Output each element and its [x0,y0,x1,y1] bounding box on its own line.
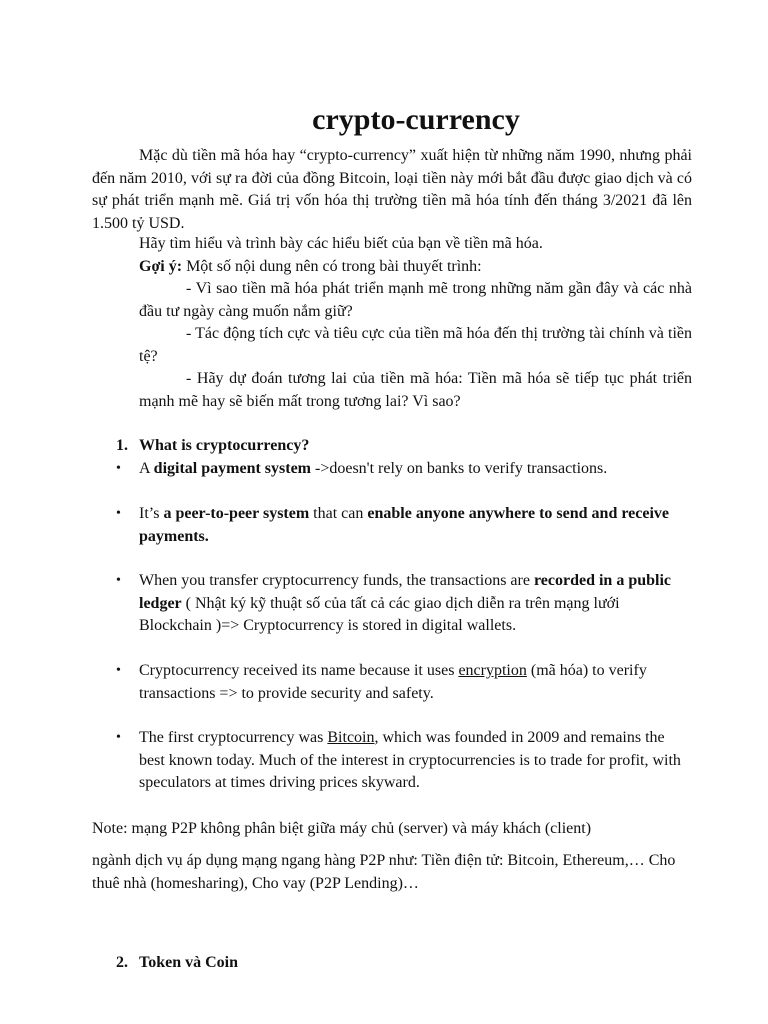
bullet-item-5: The first cryptocurrency was Bitcoin, which was founded in 2009 and remains the best known today. Much of the interest in cryptocurrencies is to trade for profit, with speculators at times driving prices skyward. [139,729,681,791]
hint-label: Gợi ý: [139,258,183,275]
bullet-item-1: A digital payment system ->doesn't rely on banks to verify transactions. [139,460,608,477]
bullet-item-4: Cryptocurrency received its name because it uses encryption (mã hóa) to verify transactions => to provide security and safety. [139,662,647,702]
hint-item-3: - Hãy dự đoán tương lai của tiền mã hóa: Tiền mã hóa sẽ tiếp tục phát triển mạnh mẽ hay sẽ biến mất trong tương lai? Vì sao? [139,370,692,410]
document-title: crypto-currency [312,103,520,136]
bullet-icon: • [116,663,121,678]
section-1-heading: What is cryptocurrency? [139,437,310,454]
bullet-icon: • [116,730,121,745]
section-2-number: 2. [116,954,128,971]
note-line-2: ngành dịch vụ áp dụng mạng ngang hàng P2P như: Tiền điện tử: Bitcoin, Ethereum,… Cho thuê nhà (homesharing), Cho vay (P2P Lending)… [92,852,676,892]
section-1-number: 1. [116,437,128,454]
bullet-icon: • [116,573,121,588]
section-2-heading: Token và Coin [139,954,238,971]
bullet-item-2: It’s a peer-to-peer system that can enable anyone anywhere to send and receive payments. [139,505,669,545]
bullet-icon: • [116,506,121,521]
intro-paragraph: Mặc dù tiền mã hóa hay “crypto-currency” xuất hiện từ những năm 1990, nhưng phải đến năm 2010, với sự ra đời của đồng Bitcoin, loại tiền này mới bắt đầu được giao dịch và có sự phát triển mạnh mẽ. Giá trị vốn hóa thị trường tiền mã hóa tính đến tháng 3/2021 đã lên 1.500 tỷ USD. [92,147,692,232]
bullet-icon: • [116,461,121,476]
task-paragraph: Hãy tìm hiểu và trình bày các hiểu biết của bạn về tiền mã hóa. [139,235,543,252]
hint-line [92,256,692,279]
bullet-item-3: When you transfer cryptocurrency funds, the transactions are recorded in a public ledger ( Nhật ký kỹ thuật số của tất cả các giao dịch diễn ra trên mạng lưới Blockchain )=> Cryptocurrency is stored in digital wallets. [139,572,671,634]
hint-text: Một số nội dung nên có trong bài thuyết trình: [182,258,482,275]
hint-item-2: - Tác động tích cực và tiêu cực của tiền mã hóa đến thị trường tài chính và tiền tệ? [139,325,692,365]
note-line-1: Note: mạng P2P không phân biệt giữa máy chủ (server) và máy khách (client) [92,820,592,837]
hint-item-1: - Vì sao tiền mã hóa phát triển mạnh mẽ trong những năm gần đây và các nhà đầu tư ngày càng muốn nắm giữ? [139,280,692,320]
